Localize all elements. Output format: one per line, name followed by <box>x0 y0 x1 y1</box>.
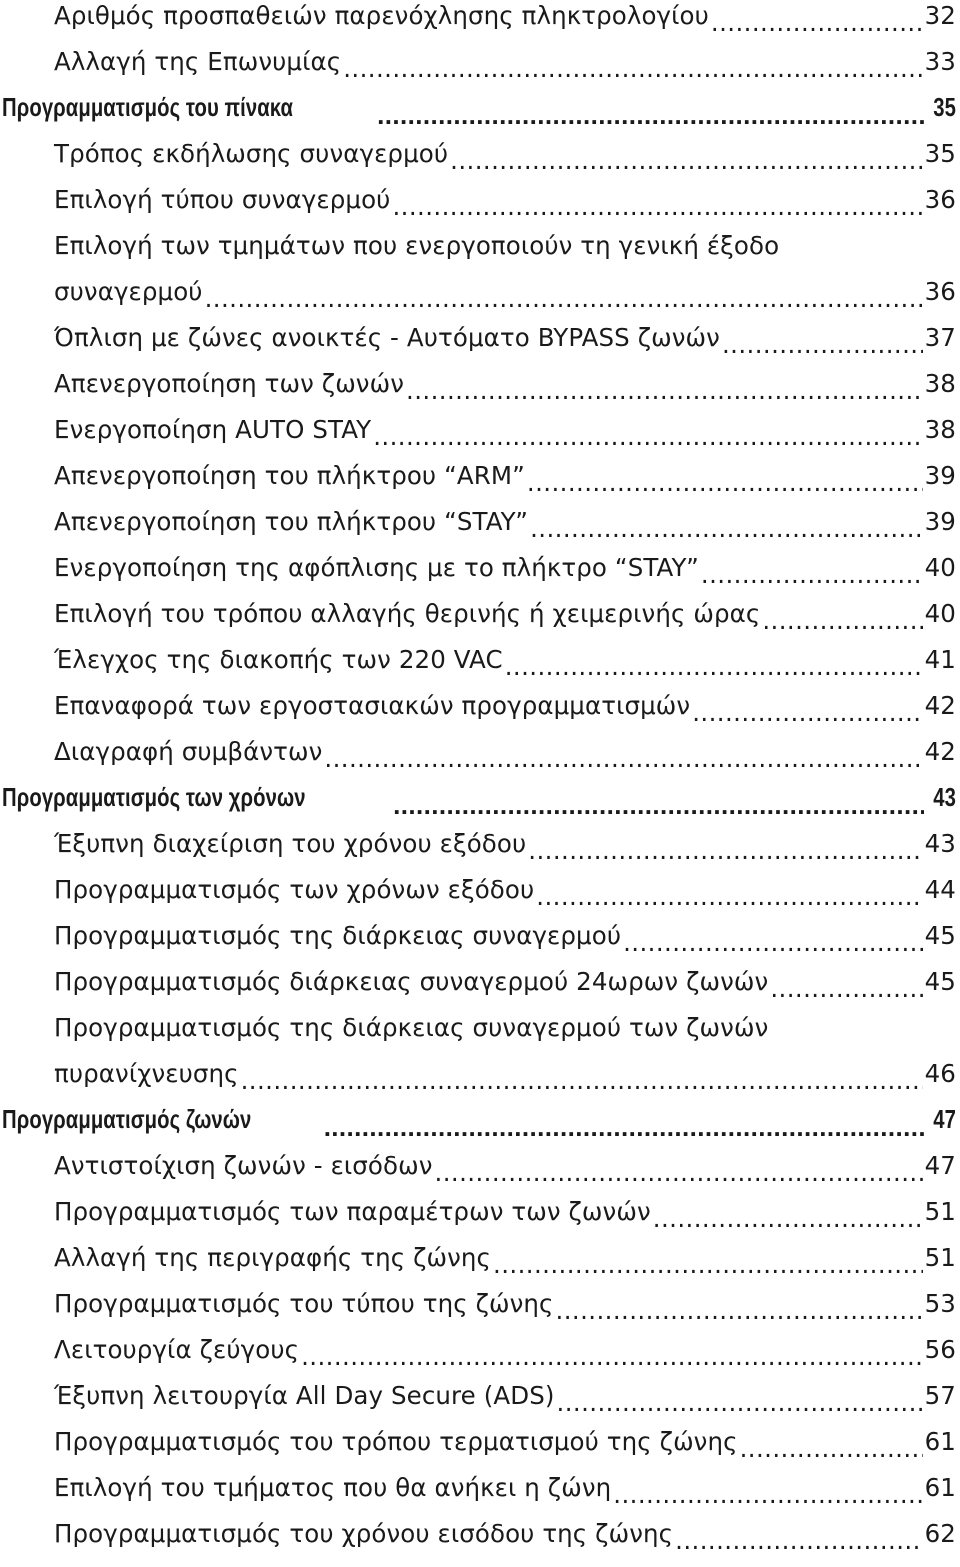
toc-entry[interactable] <box>0 1510 960 1556</box>
toc-page-number: 35 <box>924 138 956 168</box>
toc-entry[interactable] <box>0 1326 960 1372</box>
toc-page-number: 43 <box>933 781 956 812</box>
toc-page-number: 38 <box>924 368 956 398</box>
toc-entry-title: Επιλογή του τμήματος που θα ανήκει η ζώνη <box>54 1472 612 1502</box>
toc-entry-title: Αντιστοίχιση ζωνών - εισόδων <box>54 1150 433 1180</box>
toc-entry[interactable] <box>0 1004 960 1050</box>
dot-leader <box>740 1434 923 1464</box>
toc-entry[interactable] <box>0 728 960 774</box>
toc-entry[interactable] <box>0 1418 960 1464</box>
toc-entry-title: Διαγραφή συμβάντων <box>54 736 323 766</box>
toc-entry[interactable] <box>0 544 960 590</box>
dot-leader <box>343 54 922 84</box>
dot-leader <box>527 468 923 498</box>
toc-entry[interactable] <box>0 406 960 452</box>
toc-page-number: 47 <box>924 1150 956 1180</box>
toc-entry-title: Προγραμματισμός του πίνακα <box>2 91 294 122</box>
toc-page-number: 40 <box>924 552 956 582</box>
toc-entry[interactable] <box>0 1142 960 1188</box>
toc-entry[interactable] <box>0 314 960 360</box>
toc-entry[interactable] <box>0 912 960 958</box>
dot-leader <box>324 744 922 774</box>
dot-leader <box>556 1296 923 1326</box>
toc-page-number: 46 <box>924 1058 956 1088</box>
dot-leader <box>770 974 922 1004</box>
toc-page-number: 44 <box>924 874 956 904</box>
toc-entry[interactable] <box>0 1188 960 1234</box>
toc-entry-title: Απενεργοποίηση των ζωνών <box>54 368 404 398</box>
toc-entry-title: Έξυπνη διαχείριση του χρόνου εξόδου <box>54 828 527 858</box>
toc-page-number: 47 <box>933 1103 956 1134</box>
toc-entry[interactable] <box>0 1372 960 1418</box>
toc-page-number: 56 <box>924 1334 956 1364</box>
toc-entry-title: Ενεργοποίηση της αφόπλισης με το πλήκτρο “STAY” <box>54 552 699 582</box>
toc-entry-title: Όπλιση με ζώνες ανοικτές - Αυτόματο BYPASS ζωνών <box>54 322 720 352</box>
toc-entry-title: Έξυπνη λειτουργία All Day Secure (ADS) <box>54 1380 555 1410</box>
toc-page-number: 41 <box>924 644 956 674</box>
toc-entry-title: Αριθμός προσπαθειών παρενόχλησης πληκτρολογίου <box>54 0 709 30</box>
toc-page-number: 37 <box>924 322 956 352</box>
dot-leader <box>692 698 922 728</box>
toc-page-number: 43 <box>924 828 956 858</box>
toc-entry-title: Προγραμματισμός του χρόνου εισόδου της ζώνης <box>54 1518 674 1548</box>
dot-leader <box>536 882 922 912</box>
dot-leader <box>324 1112 924 1142</box>
dot-leader <box>205 284 923 314</box>
dot-leader <box>377 100 924 130</box>
toc-entry-title: Προγραμματισμός ζωνών <box>2 1103 252 1134</box>
toc-page-number: 42 <box>924 690 956 720</box>
dot-leader <box>450 146 922 176</box>
toc-section-entry[interactable] <box>0 774 960 820</box>
toc-entry[interactable] <box>0 1280 960 1326</box>
toc-page-number: 42 <box>924 736 956 766</box>
dot-leader <box>406 376 923 406</box>
toc-page-number: 39 <box>924 460 956 490</box>
toc-page-number: 36 <box>924 276 956 306</box>
toc-entry[interactable] <box>0 498 960 544</box>
toc-entry[interactable] <box>0 268 960 314</box>
dot-leader <box>530 514 923 544</box>
toc-entry[interactable] <box>0 1464 960 1510</box>
toc-entry[interactable] <box>0 452 960 498</box>
toc-page-number: 36 <box>924 184 956 214</box>
toc-entry-title: Αλλαγή της περιγραφής της ζώνης <box>54 1242 492 1272</box>
toc-entry-title: Προγραμματισμός των παραμέτρων των ζωνών <box>54 1196 651 1226</box>
toc-entry-title: Προγραμματισμός διάρκειας συναγερμού 24ωρων ζωνών <box>54 966 769 996</box>
toc-section-entry[interactable] <box>0 84 960 130</box>
toc-entry-title: Προγραμματισμός του τύπου της ζώνης <box>54 1288 554 1318</box>
toc-page-number: 38 <box>924 414 956 444</box>
toc-entry[interactable] <box>0 0 960 38</box>
dot-leader <box>711 8 923 38</box>
toc-page-number: 32 <box>924 0 956 30</box>
toc-entry[interactable] <box>0 176 960 222</box>
toc-page-number: 53 <box>924 1288 956 1318</box>
toc-entry-title: συναγερμού <box>54 276 203 306</box>
toc-entry[interactable] <box>0 1234 960 1280</box>
toc-entry-title: Προγραμματισμός των χρόνων <box>2 781 306 812</box>
dot-leader <box>762 606 922 636</box>
dot-leader <box>301 1342 923 1372</box>
toc-entry[interactable] <box>0 636 960 682</box>
dot-leader <box>653 1204 923 1234</box>
toc-entry[interactable] <box>0 38 960 84</box>
toc-entry-title: Επιλογή τύπου συναγερμού <box>54 184 391 214</box>
toc-page-number: 61 <box>924 1472 956 1502</box>
toc-entry-title: Ενεργοποίηση AUTO STAY <box>54 414 372 444</box>
dot-leader <box>722 330 923 360</box>
toc-entry[interactable] <box>0 820 960 866</box>
toc-entry-title: Απενεργοποίηση του πλήκτρου “STAY” <box>54 506 529 536</box>
dot-leader <box>675 1526 922 1556</box>
dot-leader <box>241 1066 923 1096</box>
dot-leader <box>435 1158 923 1188</box>
toc-entry-title: Έλεγχος της διακοπής των 220 VAC <box>54 644 503 674</box>
toc-entry[interactable] <box>0 958 960 1004</box>
toc-page-number: 45 <box>924 966 956 996</box>
toc-entry[interactable] <box>0 130 960 176</box>
toc-entry-title: Απενεργοποίηση του πλήκτρου “ARM” <box>54 460 525 490</box>
toc-entry-title: Επιλογή των τμημάτων που ενεργοποιούν τη γενική έξοδο <box>54 230 780 260</box>
dot-leader <box>701 560 923 590</box>
dot-leader <box>623 928 923 958</box>
toc-entry-title: Λειτουργία ζεύγους <box>54 1334 300 1364</box>
dot-leader <box>528 836 922 866</box>
toc-entry-title: Προγραμματισμός της διάρκειας συναγερμού των ζωνών <box>54 1012 769 1042</box>
toc-entry[interactable] <box>0 590 960 636</box>
toc-page-number: 62 <box>924 1518 956 1548</box>
toc-entry-title: Προγραμματισμός του τρόπου τερματισμού της ζώνης <box>54 1426 738 1456</box>
dot-leader <box>505 652 923 682</box>
toc-entry-title: Επαναφορά των εργοστασιακών προγραμματισμών <box>54 690 691 720</box>
toc-entry-title: Τρόπος εκδήλωσης συναγερμού <box>54 138 449 168</box>
toc-page-number: 45 <box>924 920 956 950</box>
toc-section-entry[interactable] <box>0 1096 960 1142</box>
dot-leader <box>373 422 922 452</box>
toc-page-number: 57 <box>924 1380 956 1410</box>
toc-entry-title: Αλλαγή της Επωνυμίας <box>54 46 342 76</box>
dot-leader <box>393 790 924 820</box>
dot-leader <box>557 1388 923 1418</box>
toc-entry-title: πυρανίχνευσης <box>54 1058 239 1088</box>
dot-leader <box>392 192 922 222</box>
toc-page-number: 51 <box>924 1242 956 1272</box>
toc-entry[interactable] <box>0 1050 960 1096</box>
toc-entry-title: Προγραμματισμός της διάρκειας συναγερμού <box>54 920 622 950</box>
toc-page-number: 61 <box>924 1426 956 1456</box>
toc-entry-title: Επιλογή του τρόπου αλλαγής θερινής ή χειμερινής ώρας <box>54 598 761 628</box>
toc-entry[interactable] <box>0 222 960 268</box>
toc-entry[interactable] <box>0 682 960 728</box>
toc-entry-title: Προγραμματισμός των χρόνων εξόδου <box>54 874 535 904</box>
dot-leader <box>613 1480 922 1510</box>
toc-page-number: 33 <box>924 46 956 76</box>
toc-page-number: 39 <box>924 506 956 536</box>
toc-page-number: 35 <box>933 91 956 122</box>
dot-leader <box>493 1250 923 1280</box>
toc-page-number: 40 <box>924 598 956 628</box>
toc-entry[interactable] <box>0 866 960 912</box>
toc-entry[interactable] <box>0 360 960 406</box>
toc-page-number: 51 <box>924 1196 956 1226</box>
